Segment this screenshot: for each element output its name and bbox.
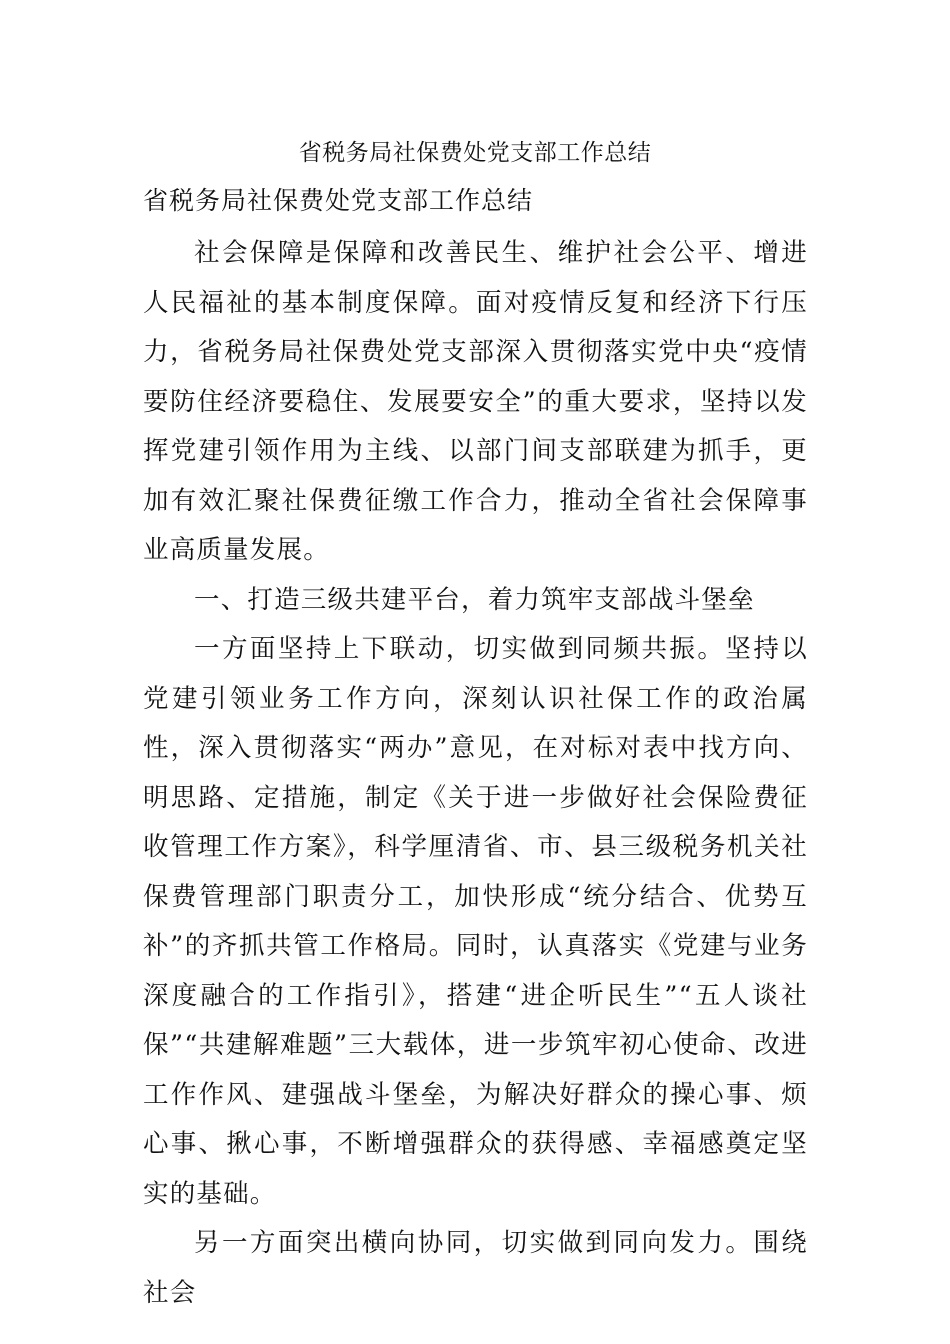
paragraph-intro: 社会保障是保障和改善民生、维护社会公平、增进人民福祉的基本制度保障。面对疫情反复和经济下行压力，省税务局社保费处党支部深入贯彻落实党中央“疫情要防住经济要稳住、发展要安全”的重大要求，坚持以发挥党建引领作用为主线、以部门间支部联建为抓手，更加有效汇聚社保费征缴工作合力，推动全省社会保障事业高质量发展。 xyxy=(143,238,808,565)
paragraph-vertical-linkage: 一方面坚持上下联动，切实做到同频共振。坚持以党建引领业务工作方向，深刻认识社保工作的政治属性，深入贯彻落实“两办”意见，在对标对表中找方向、明思路、定措施，制定《关于进一步做好社会保险费征收管理工作方案》，科学厘清省、市、县三级税务机关社保费管理部门职责分工，加快形成“统分结合、优势互补”的齐抓共管工作格局。同时，认真落实《党建与业务深度融合的工作指引》，搭建“进企听民生”“五人谈社保”“共建解难题”三大载体，进一步筑牢初心使命、改进工作作风、建强战斗堡垒，为解决好群众的操心事、烦心事、揪心事，不断增强群众的获得感、幸福感奠定坚实的基础。 xyxy=(143,634,808,1209)
document-title: 省税务局社保费处党支部工作总结 xyxy=(298,140,652,166)
document-body xyxy=(143,229,808,1318)
section-heading-1: 一、打造三级共建平台，着力筑牢支部战斗堡垒 xyxy=(194,584,755,615)
document-subtitle: 省税务局社保费处党支部工作总结 xyxy=(143,186,534,215)
paragraph-horizontal-coordination: 另一方面突出横向协同，切实做到同向发力。围绕社会 xyxy=(143,1228,808,1308)
